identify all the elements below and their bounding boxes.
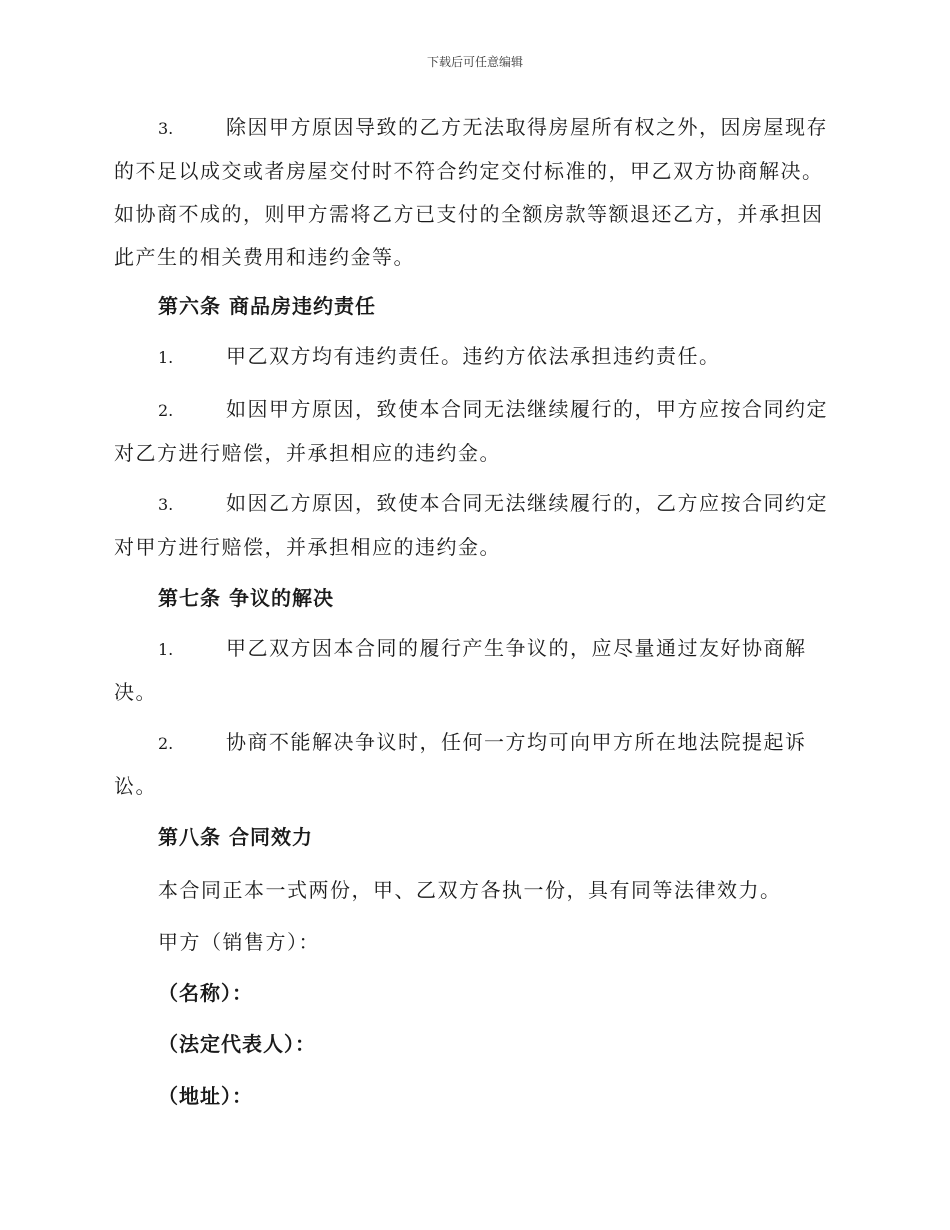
section7-item-2 [114,721,834,808]
item-text: 如因甲方原因，致使本合同无法继续履行的，甲方应按合同约定对乙方进行赔偿，并承担相应的违约金。 [114,397,828,465]
signature-representative: （法定代表人）： [158,1032,316,1056]
item-number: 1. [158,348,174,367]
item-number: 1. [158,640,174,659]
item-number: 2. [158,401,174,420]
item-number: 2. [158,734,174,753]
signature-name: （名称）： [158,981,253,1005]
section7-item-1 [114,627,834,714]
item-number: 3. [158,119,174,138]
section6-item-3 [114,482,834,569]
signature-address: （地址）： [158,1084,253,1108]
section8-text: 本合同正本一式两份，甲、乙双方各执一份，具有同等法律效力。 [158,878,782,902]
item-text: 如因乙方原因，致使本合同无法继续履行的，乙方应按合同约定对甲方进行赔偿，并承担相应的违约金。 [114,491,828,559]
item-number: 3. [158,495,174,514]
item-text: 协商不能解决争议时，任何一方均可向甲方所在地法院提起诉讼。 [114,730,807,798]
item-text: 除因甲方原因导致的乙方无法取得房屋所有权之外，因房屋现存的不足以成交或者房屋交付时不符合约定交付标准的，甲乙双方协商解决。如协商不成的，则甲方需将乙方已支付的全额房款等额退还乙方，并承担因此产生的相关费用和违约金等。 [114,115,828,269]
section6-item-1 [114,335,834,379]
section8-heading: 第八条 合同效力 [158,825,313,849]
item-text: 甲乙双方因本合同的履行产生争议的，应尽量通过友好协商解决。 [114,636,807,704]
page-header: 下载后可任意编辑 [426,55,523,69]
section5-item-3 [114,106,834,279]
section6-heading: 第六条 商品房违约责任 [158,294,376,318]
item-text: 甲乙双方均有违约责任。违约方依法承担违约责任。 [226,344,721,368]
section7-heading: 第七条 争议的解决 [158,586,334,610]
signature-party: 甲方（销售方）： [158,930,320,954]
section6-item-2 [114,388,834,475]
